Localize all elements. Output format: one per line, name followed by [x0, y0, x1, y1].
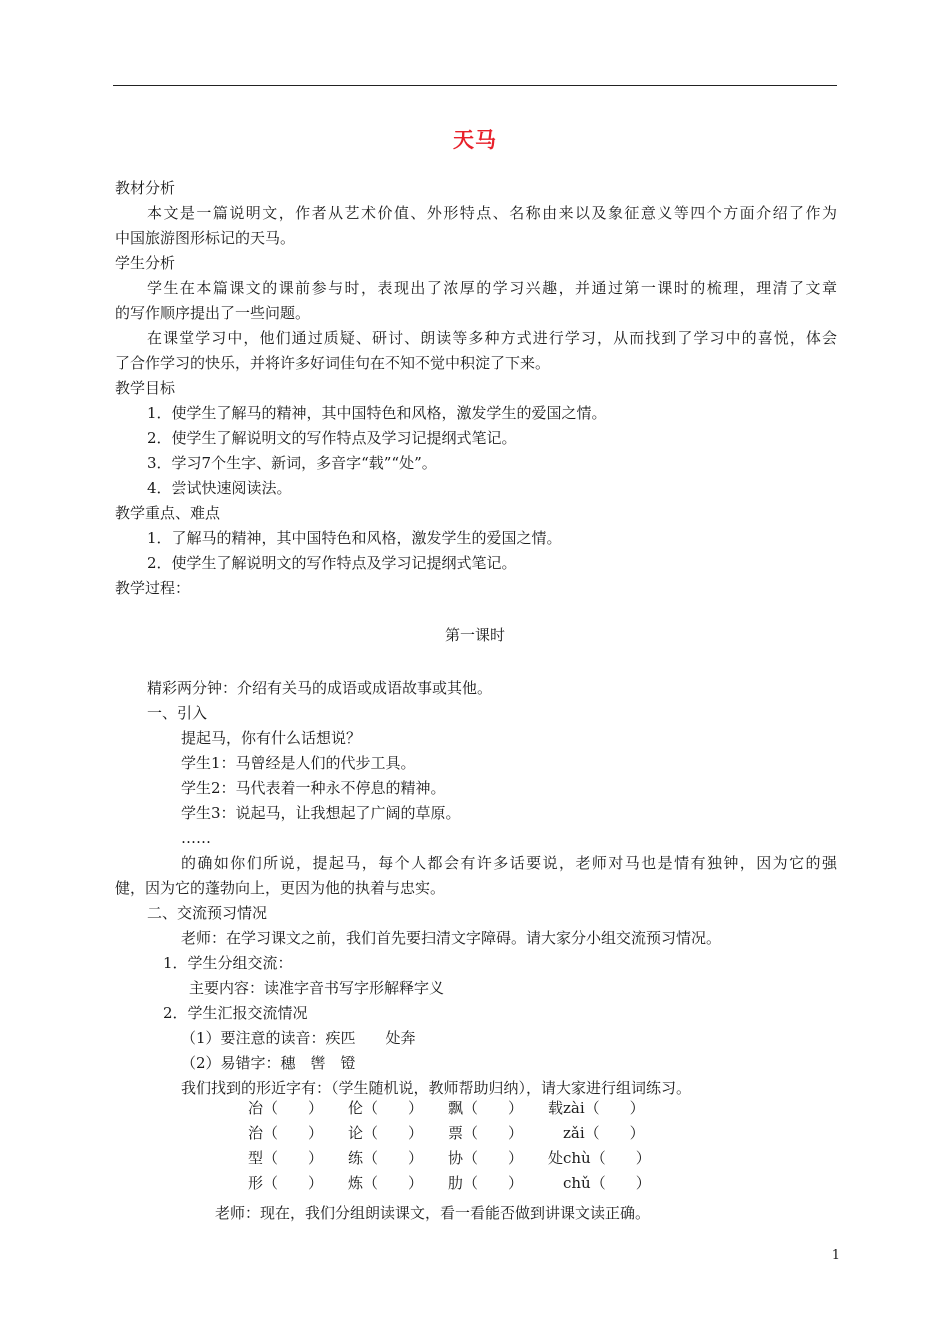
text-line: 的确如你们所说，提起马，每个人都会有许多话要说，老师对马也是情有独钟，因为它的强	[181, 854, 837, 872]
text-line: 学生1：马曾经是人们的代步工具。	[181, 754, 416, 772]
table-cell: 票（ ）	[448, 1124, 524, 1142]
text-line: 2．使学生了解说明文的写作特点及学习记提纲式笔记。	[147, 554, 517, 572]
text-line: 了合作学习的快乐，并将许多好词佳句在不知不觉中积淀了下来。	[115, 354, 551, 372]
text-line: 精彩两分钟：介绍有关马的成语或成语故事或其他。	[147, 679, 493, 697]
text-line: 教材分析	[115, 179, 176, 197]
table-cell: 论（ ）	[348, 1124, 424, 1142]
text-line: 在课堂学习中，他们通过质疑、研讨、朗读等多种方式进行学习，从而找到了学习中的喜悦，体会	[147, 329, 837, 347]
table-cell: 肋（ ）	[448, 1174, 524, 1192]
table-cell: 治（ ）	[248, 1124, 324, 1142]
text-line: 一、引入	[147, 704, 208, 722]
table-cell: 冶（ ）	[248, 1099, 324, 1117]
text-line: 教学过程：	[115, 579, 191, 597]
text-line: 1．学生分组交流：	[163, 954, 293, 972]
text-line: （1）要注意的读音：疾匹 处奔	[181, 1029, 416, 1047]
text-line: 的写作顺序提出了一些问题。	[115, 304, 311, 322]
table-cell: 练（ ）	[348, 1149, 424, 1167]
text-line: 学生在本篇课文的课前参与时，表现出了浓厚的学习兴趣，并通过第一课时的梳理，理清了文章	[147, 279, 837, 297]
table-cell: zǎi（ ）	[548, 1124, 645, 1142]
text-line: 老师：在学习课文之前，我们首先要扫清文字障碍。请大家分小组交流预习情况。	[181, 929, 722, 947]
document-title: 天马	[453, 127, 497, 152]
text-line: 学生3：说起马，让我想起了广阔的草原。	[181, 804, 461, 822]
text-line: （2）易错字：穗 辔 镫	[181, 1054, 356, 1072]
table-cell: 炼（ ）	[348, 1174, 424, 1192]
text-line: 中国旅游图形标记的天马。	[115, 229, 296, 247]
text-line: 健，因为它的蓬勃向上，更因为他的执着与忠实。	[115, 879, 446, 897]
text-line: 本文是一篇说明文，作者从艺术价值、外形特点、名称由来以及象征意义等四个方面介绍了作为	[147, 204, 837, 222]
text-line: 2．学生汇报交流情况	[163, 1004, 308, 1022]
text-line: 4．尝试快速阅读法。	[147, 479, 292, 497]
table-cell: 处chù（ ）	[548, 1149, 651, 1167]
page-number: 1	[831, 1248, 840, 1263]
table-cell: 飘（ ）	[448, 1099, 524, 1117]
text-line: 提起马，你有什么话想说？	[181, 729, 362, 747]
text-line: 教学目标	[115, 379, 176, 397]
text-line: 3．学习7个生字、新词，多音字“载”“处”。	[147, 454, 437, 472]
table-cell: 型（ ）	[248, 1149, 324, 1167]
text-line: 二、交流预习情况	[147, 904, 268, 922]
text-line: ……	[181, 829, 211, 847]
text-line: 学生2：马代表着一种永不停息的精神。	[181, 779, 446, 797]
text-line: 主要内容：读准字音书写字形解释字义	[189, 979, 445, 997]
text-line: 我们找到的形近字有：（学生随机说，教师帮助归纳），请大家进行组词练习。	[181, 1079, 692, 1097]
text-line: 1．使学生了解马的精神，其中国特色和风格，激发学生的爱国之情。	[147, 404, 607, 422]
table-cell: 伦（ ）	[348, 1099, 424, 1117]
text-line: 老师：现在，我们分组朗读课文，看一看能否做到讲课文读正确。	[215, 1204, 651, 1222]
header-rule	[113, 85, 837, 86]
section-heading: 第一课时	[444, 626, 505, 644]
text-line: 2．使学生了解说明文的写作特点及学习记提纲式笔记。	[147, 429, 517, 447]
table-cell: 形（ ）	[248, 1174, 324, 1192]
table-cell: 载zài（ ）	[548, 1099, 645, 1117]
table-cell: chǔ（ ）	[548, 1174, 651, 1192]
text-line: 学生分析	[115, 254, 176, 272]
text-line: 教学重点、难点	[115, 504, 221, 522]
table-cell: 协（ ）	[448, 1149, 524, 1167]
text-line: 1．了解马的精神，其中国特色和风格，激发学生的爱国之情。	[147, 529, 562, 547]
